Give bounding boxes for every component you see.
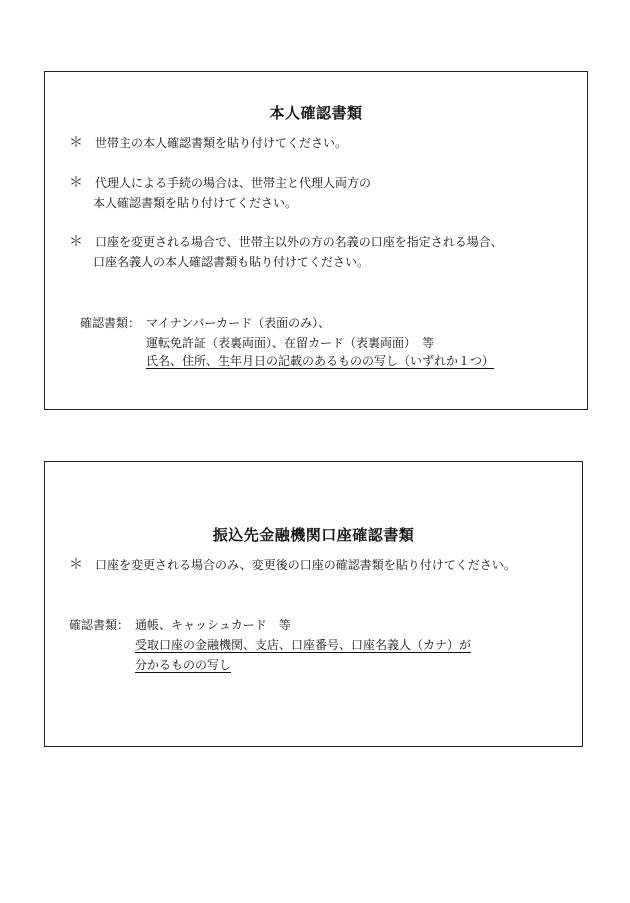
docs-line-2: 受取口座の金融機関、支店、口座番号、口座名義人（カナ）が [135, 638, 472, 652]
asterisk-mark: ＊ [69, 557, 83, 573]
asterisk-mark: ＊ [69, 234, 83, 250]
bank-account-documents-box [44, 461, 583, 747]
docs-label: 確認書類： [80, 316, 141, 330]
note-2-line-2: 本人確認書類を貼り付けてください。 [93, 196, 298, 210]
note-2-line-1: 代理人による手続の場合は、世帯主と代理人両方の [95, 176, 372, 190]
docs-line-1: 通帳、キャッシュカード 等 [135, 618, 291, 632]
note-4-line-1: 口座を変更される場合のみ、変更後の口座の確認書類を貼り付けてください。 [95, 558, 516, 572]
docs-line-3: 氏名、住所、生年月日の記載のあるものの写し（いずれか１つ） [146, 354, 495, 368]
identity-documents-box [44, 71, 588, 410]
note-1-line-1: 世帯主の本人確認書類を貼り付けてください。 [95, 136, 348, 150]
docs-label: 確認書類： [69, 618, 130, 632]
bank-account-documents-title: 振込先金融機関口座確認書類 [212, 526, 415, 544]
asterisk-mark: ＊ [69, 175, 83, 191]
note-3-line-2: 口座名義人の本人確認書類も貼り付けてください。 [93, 255, 370, 269]
docs-line-1: マイナンバーカード（表面のみ）、 [146, 316, 331, 330]
docs-line-3: 分かるものの写し [135, 658, 232, 672]
docs-line-2: 運転免許証（表裏両面）、在留カード（表裏両面） 等 [146, 336, 435, 350]
asterisk-mark: ＊ [69, 135, 83, 151]
identity-documents-title: 本人確認書類 [269, 104, 363, 122]
note-3-line-1: 口座を変更される場合で、世帯主以外の方の名義の口座を指定される場合、 [95, 235, 503, 249]
